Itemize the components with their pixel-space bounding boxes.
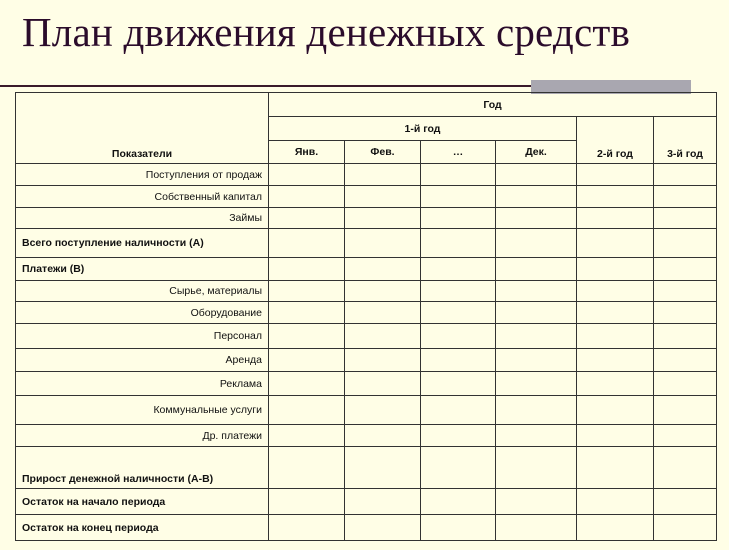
value-cell[interactable] [496,489,577,515]
table-row [16,164,717,186]
row-label: Остаток на начало периода [16,489,269,515]
value-cell[interactable] [345,208,421,229]
value-cell[interactable] [654,372,717,396]
value-cell[interactable] [421,349,496,372]
value-cell[interactable] [496,515,577,541]
value-cell[interactable] [577,229,654,258]
table-row [16,425,717,447]
table-row [16,208,717,229]
header-year2: 2-й год [577,117,654,164]
table-row [16,258,717,281]
value-cell[interactable] [345,302,421,324]
value-cell[interactable] [577,208,654,229]
table-row [16,349,717,372]
row-label: Реклама [16,372,269,396]
value-cell[interactable] [269,186,345,208]
value-cell[interactable] [269,372,345,396]
value-cell[interactable] [496,302,577,324]
value-cell[interactable] [654,258,717,281]
value-cell[interactable] [654,447,717,489]
table-row [16,302,717,324]
value-cell[interactable] [421,372,496,396]
header-month-feb: Фев. [345,141,421,164]
value-cell[interactable] [654,349,717,372]
value-cell[interactable] [269,258,345,281]
row-label: Персонал [16,324,269,349]
header-indicators: Показатели [16,93,269,164]
value-cell[interactable] [421,281,496,302]
value-cell[interactable] [654,281,717,302]
value-cell[interactable] [654,164,717,186]
table-row [16,281,717,302]
header-year1: 1-й год [269,117,577,141]
value-cell[interactable] [577,324,654,349]
value-cell[interactable] [577,396,654,425]
value-cell[interactable] [577,515,654,541]
value-cell[interactable] [269,302,345,324]
value-cell[interactable] [421,164,496,186]
row-label: Сырье, материалы [16,281,269,302]
value-cell[interactable] [421,447,496,489]
value-cell[interactable] [496,186,577,208]
header-year: Год [269,93,717,117]
value-cell[interactable] [269,164,345,186]
value-cell[interactable] [345,425,421,447]
header-month-jan: Янв. [269,141,345,164]
header-month-dec: Дек. [496,141,577,164]
row-label: Остаток на конец периода [16,515,269,541]
value-cell[interactable] [577,258,654,281]
value-cell[interactable] [345,186,421,208]
header-year3: 3-й год [654,117,717,164]
value-cell[interactable] [421,302,496,324]
value-cell[interactable] [345,281,421,302]
header-month-ellipsis: … [421,141,496,164]
value-cell[interactable] [496,425,577,447]
value-cell[interactable] [345,164,421,186]
row-label: Платежи (В) [16,258,269,281]
value-cell[interactable] [345,258,421,281]
value-cell[interactable] [577,164,654,186]
value-cell[interactable] [496,164,577,186]
cash-flow-table [15,92,717,541]
value-cell[interactable] [269,229,345,258]
value-cell[interactable] [496,372,577,396]
row-label: Всего поступление наличности (А) [16,229,269,258]
value-cell[interactable] [654,489,717,515]
value-cell[interactable] [577,447,654,489]
value-cell[interactable] [654,186,717,208]
value-cell[interactable] [345,515,421,541]
value-cell[interactable] [496,281,577,302]
value-cell[interactable] [345,324,421,349]
value-cell[interactable] [577,489,654,515]
value-cell[interactable] [345,447,421,489]
value-cell[interactable] [654,324,717,349]
value-cell[interactable] [269,281,345,302]
value-cell[interactable] [421,489,496,515]
value-cell[interactable] [269,447,345,489]
value-cell[interactable] [345,396,421,425]
row-label: Др. платежи [16,425,269,447]
value-cell[interactable] [496,447,577,489]
value-cell[interactable] [421,396,496,425]
value-cell[interactable] [421,186,496,208]
value-cell[interactable] [421,324,496,349]
table-row [16,447,717,489]
table-row [16,229,717,258]
value-cell[interactable] [654,425,717,447]
value-cell[interactable] [269,349,345,372]
value-cell[interactable] [654,515,717,541]
value-cell[interactable] [654,302,717,324]
value-cell[interactable] [345,372,421,396]
row-label: Займы [16,208,269,229]
row-label: Прирост денежной наличности (А-В) [16,447,269,489]
row-label: Оборудование [16,302,269,324]
value-cell[interactable] [421,258,496,281]
row-label: Коммунальные услуги [16,396,269,425]
row-label: Поступления от продаж [16,164,269,186]
value-cell[interactable] [577,186,654,208]
value-cell[interactable] [577,349,654,372]
value-cell[interactable] [496,396,577,425]
table-row [16,372,717,396]
value-cell[interactable] [654,208,717,229]
value-cell[interactable] [421,425,496,447]
value-cell[interactable] [577,372,654,396]
value-cell[interactable] [345,229,421,258]
value-cell[interactable] [496,324,577,349]
table-row [16,515,717,541]
table-row [16,186,717,208]
page-title: План движения денежных средств [22,9,631,55]
value-cell[interactable] [577,425,654,447]
value-cell[interactable] [577,281,654,302]
value-cell[interactable] [577,302,654,324]
value-cell[interactable] [421,208,496,229]
value-cell[interactable] [421,229,496,258]
value-cell[interactable] [269,425,345,447]
table-row [16,489,717,515]
value-cell[interactable] [269,489,345,515]
value-cell[interactable] [496,349,577,372]
value-cell[interactable] [269,208,345,229]
value-cell[interactable] [269,396,345,425]
row-label: Собственный капитал [16,186,269,208]
value-cell[interactable] [654,229,717,258]
value-cell[interactable] [654,396,717,425]
value-cell[interactable] [421,515,496,541]
value-cell[interactable] [269,515,345,541]
value-cell[interactable] [496,208,577,229]
value-cell[interactable] [496,258,577,281]
value-cell[interactable] [345,489,421,515]
row-label: Аренда [16,349,269,372]
value-cell[interactable] [496,229,577,258]
value-cell[interactable] [269,324,345,349]
table-row [16,324,717,349]
value-cell[interactable] [345,349,421,372]
table-row [16,396,717,425]
